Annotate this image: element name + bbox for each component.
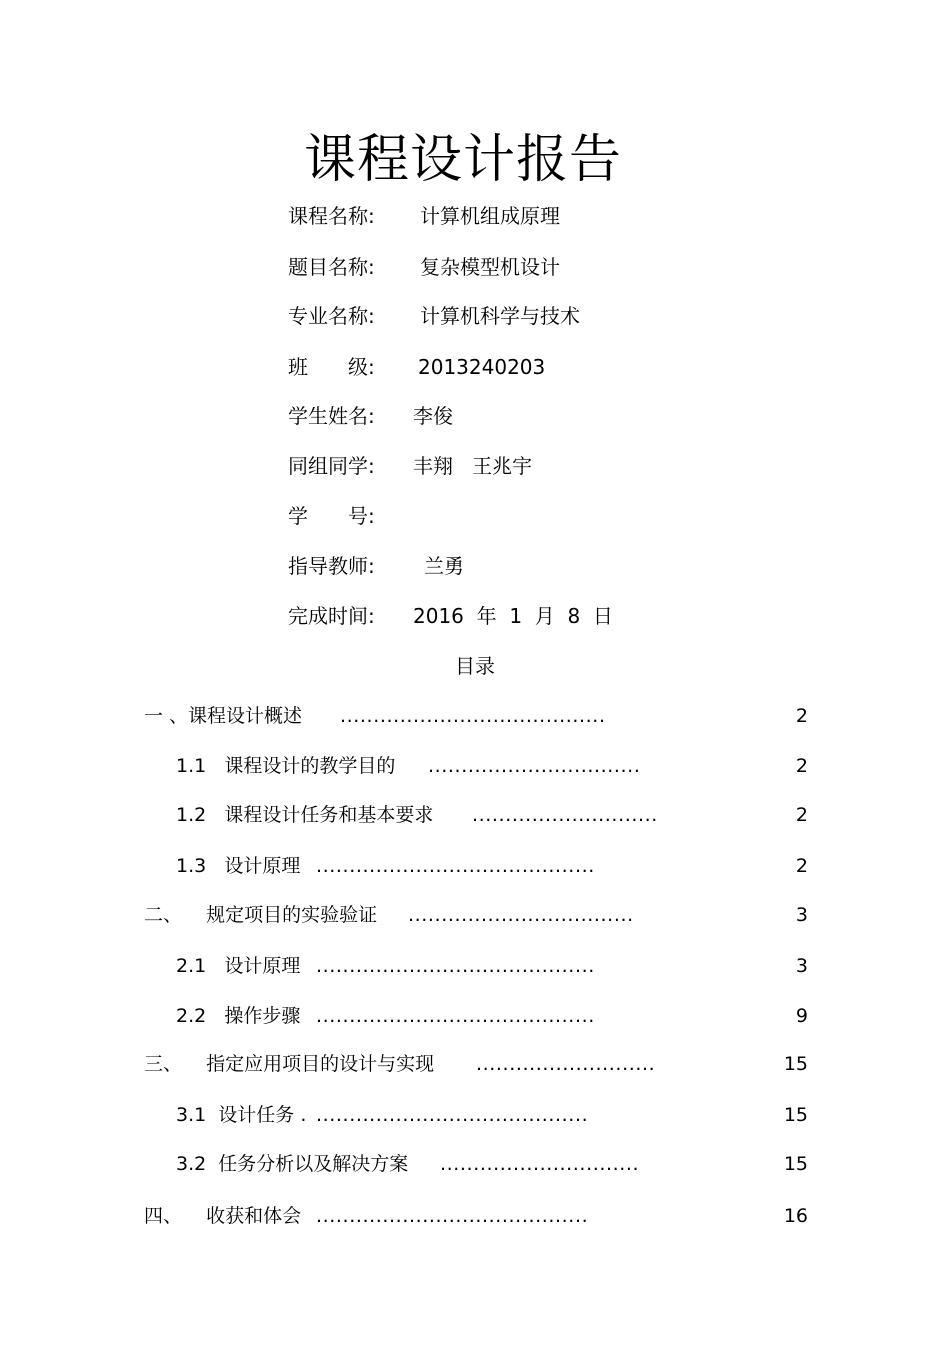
toc-entry-text: 1.2 课程设计任务和基本要求 [176,804,434,826]
toc-entry-page: 3 [795,955,808,977]
toc-entry-page: 3 [795,904,808,926]
info-label-major: 专业名称: [288,304,375,328]
toc-entry-text: 四、 收获和体会 [144,1205,302,1227]
toc-entry-dots: ........................... [476,1053,656,1075]
toc-entry-dots: .......................................... [316,855,595,877]
toc-entry-page: 2 [795,705,808,727]
toc-entry-dots: .......................................... [316,1005,595,1027]
toc-entry-dots: .......................................... [316,955,595,977]
info-value-group: 丰翔 王兆宇 [413,454,533,478]
toc-entry-dots: ............................ [472,804,658,826]
toc-entry-page: 9 [795,1005,808,1027]
toc-entry-dots: ................................ [428,755,641,777]
toc-entry-text: 2.1 设计原理 [176,955,301,977]
toc-entry-page: 2 [795,804,808,826]
toc-entry-page: 2 [795,755,808,777]
info-value-course: 计算机组成原理 [420,204,560,228]
toc-entry-text: 2.2 操作步骤 [176,1005,301,1027]
info-label-topic: 题目名称: [288,255,375,279]
toc-entry-dots: ......................................... [316,1104,589,1126]
toc-entry-text: 3.2 任务分析以及解决方案 [176,1153,409,1175]
info-label-course: 课程名称: [288,204,375,228]
info-label-class: 班 级: [288,355,375,379]
toc-entry-dots: ........................................ [340,705,606,727]
toc-entry-page: 16 [783,1205,808,1227]
info-value-class: 2013240203 [418,355,546,379]
info-value-date: 2016 年 1 月 8 日 [413,604,613,628]
toc-entry-text: 3.1 设计任务 . [176,1104,307,1126]
toc-entry-page: 15 [783,1104,808,1126]
toc-entry-text: 1.3 设计原理 [176,855,301,877]
info-label-group: 同组同学: [288,454,375,478]
info-value-major: 计算机科学与技术 [420,304,580,328]
toc-entry-page: 15 [783,1053,808,1075]
toc-entry-page: 2 [795,855,808,877]
toc-title: 目录 [455,654,495,678]
info-label-student: 学生姓名: [288,404,375,428]
report-title: 课程设计报告 [304,130,623,190]
info-label-date: 完成时间: [288,604,375,628]
toc-entry-text: 三、 指定应用项目的设计与实现 [144,1053,435,1075]
toc-entry-text: 一 、课程设计概述 [144,705,303,727]
info-value-advisor: 兰勇 [424,554,464,578]
toc-entry-dots: .................................. [408,904,634,926]
toc-entry-dots: ......................................... [316,1205,589,1227]
info-value-topic: 复杂模型机设计 [420,255,560,279]
info-label-advisor: 指导教师: [288,554,375,578]
toc-entry-text: 1.1 课程设计的教学目的 [176,755,396,777]
toc-entry-page: 15 [783,1153,808,1175]
info-label-student-id: 学 号: [288,504,375,528]
toc-entry-text: 二、 规定项目的实验验证 [144,904,378,926]
info-value-student: 李俊 [413,404,453,428]
toc-entry-dots: .............................. [440,1153,640,1175]
